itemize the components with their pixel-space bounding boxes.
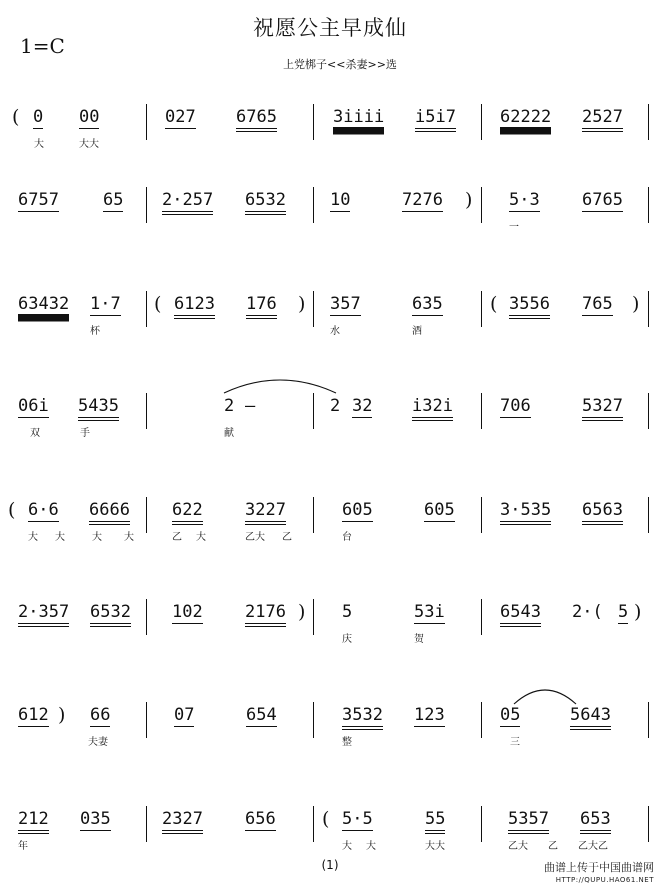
note-group: 2327 (162, 809, 203, 834)
lyric: 整 (342, 737, 352, 748)
note-group: 102 (172, 602, 203, 622)
note-group: 212 (18, 809, 49, 834)
barline (146, 806, 147, 842)
barline (481, 599, 482, 635)
barline (481, 104, 482, 140)
note-group: 622 (172, 500, 203, 525)
note-group: 32 (352, 396, 373, 416)
note-group: 6123 (174, 294, 215, 319)
close-paren: ) (298, 293, 306, 315)
note-group: 2·257 (162, 190, 213, 215)
note-group: 0 (33, 107, 44, 127)
note-group: 05 (500, 705, 521, 725)
barline (648, 291, 649, 327)
note-group: 6666 (89, 500, 130, 525)
lyric: 大 (34, 139, 44, 150)
note-group: 00 (79, 107, 100, 127)
lyric: 贺 (414, 634, 424, 645)
lyric: 献 (224, 428, 234, 439)
barline (313, 702, 314, 738)
note-group: 5327 (582, 396, 623, 421)
score-row-5 (0, 499, 660, 569)
note-group: 06i (18, 396, 49, 416)
note-group: 65 (103, 190, 124, 210)
note-group: 1·7 (90, 294, 121, 314)
slur (512, 686, 578, 706)
lyric: 乙 (548, 841, 558, 852)
score-row-3 (0, 293, 660, 363)
barline (481, 187, 482, 223)
barline (146, 599, 147, 635)
lyric: 大 (55, 532, 65, 543)
lyric: 台 (342, 532, 352, 543)
note-group: 3556 (509, 294, 550, 319)
barline (146, 291, 147, 327)
open-paren: ( (12, 106, 20, 128)
lyric: 大大 (79, 139, 99, 150)
barline (648, 497, 649, 533)
note-group: 5 (618, 602, 629, 622)
lyric: 乙大 (245, 532, 265, 543)
note-group: 653 (580, 809, 611, 834)
lyric: 大 (342, 841, 352, 852)
note-group: 6757 (18, 190, 59, 210)
note-group: 2 (330, 396, 341, 416)
note-group: 10 (330, 190, 351, 210)
lyric: 大 (366, 841, 376, 852)
score-row-1 (0, 106, 660, 176)
barline (313, 806, 314, 842)
barline (481, 291, 482, 327)
note-group: 6532 (245, 190, 286, 215)
note-group: 3·535 (500, 500, 551, 525)
barline (146, 104, 147, 140)
note-group: 605 (342, 500, 373, 520)
barline (313, 599, 314, 635)
lyric: 乙大乙 (578, 841, 608, 852)
note-group: 2176 (245, 602, 286, 627)
note-group: 635 (412, 294, 443, 314)
close-paren: ) (298, 601, 306, 623)
barline (648, 806, 649, 842)
note-group: — (245, 396, 256, 416)
lyric: 三 (510, 737, 520, 748)
note-group: 027 (165, 107, 196, 127)
watermark-url: HTTP://QUPU.HAO61.NET (555, 876, 654, 884)
lyric: 乙大 (508, 841, 528, 852)
note-group: 6765 (236, 107, 277, 132)
lyric: 庆 (342, 634, 352, 645)
score-row-7 (0, 704, 660, 774)
score-subtitle: 上党梆子<<杀妻>>选 (283, 58, 397, 71)
note-group: 5·5 (342, 809, 373, 829)
note-group: 035 (80, 809, 111, 829)
note-group: 3227 (245, 500, 286, 525)
barline (313, 393, 314, 429)
lyric: 手 (80, 428, 90, 439)
barline (146, 702, 147, 738)
lyric: 大 (124, 532, 134, 543)
note-group: 6765 (582, 190, 623, 210)
note-group: 6532 (90, 602, 131, 627)
note-group: 66 (90, 705, 111, 725)
note-group: 3532 (342, 705, 383, 730)
note-group: 7276 (402, 190, 443, 210)
note-group: 6563 (582, 500, 623, 525)
note-group: 53i (414, 602, 445, 622)
watermark-text: 曲谱上传于中国曲谱网 (544, 861, 654, 874)
note-group: 55 (425, 809, 445, 834)
note-group: 63432 (18, 294, 70, 314)
note-group: 706 (500, 396, 531, 416)
lyric: 双 (30, 428, 40, 439)
note-group: 2·357 (18, 602, 69, 627)
lyric: 水 (330, 326, 340, 337)
note-group: 6·6 (28, 500, 59, 520)
barline (146, 187, 147, 223)
lyric: 年 (18, 841, 28, 852)
barline (313, 104, 314, 140)
note-group: 176 (246, 294, 277, 319)
note-group: i32i (412, 396, 453, 421)
note-group: 765 (582, 294, 613, 314)
lyric: 大 (92, 532, 102, 543)
score-row-6 (0, 601, 660, 671)
note-group: 62222 (500, 107, 552, 127)
lyric: 酒 (412, 326, 422, 337)
lyric: 杯 (90, 326, 100, 337)
slur (222, 375, 338, 395)
barline (313, 291, 314, 327)
watermark (544, 862, 654, 886)
note-group: 5435 (78, 396, 119, 421)
score-title: 祝愿公主早成仙 (253, 16, 407, 40)
barline (146, 497, 147, 533)
note-group: 123 (414, 705, 445, 725)
note-group: 5 (342, 602, 353, 622)
barline (146, 393, 147, 429)
note-group: 2·( (572, 602, 603, 622)
lyric: 乙 (172, 532, 182, 543)
note-group: 612 (18, 705, 49, 725)
lyric: 夫妻 (88, 737, 108, 748)
open-paren: ( (154, 293, 162, 315)
barline (481, 702, 482, 738)
open-paren: ( (490, 293, 498, 315)
close-paren: ) (465, 189, 473, 211)
note-group: 5·3 (509, 190, 540, 210)
key-signature: 1=C (20, 34, 65, 58)
note-group: 654 (246, 705, 277, 725)
page-number: (1) (321, 858, 339, 872)
barline (648, 393, 649, 429)
barline (648, 104, 649, 140)
note-group: i5i7 (415, 107, 456, 132)
note-group: 07 (174, 705, 195, 725)
note-group: 2527 (582, 107, 623, 132)
close-paren: ) (634, 601, 642, 623)
lyric: 大 (28, 532, 38, 543)
barline (313, 187, 314, 223)
barline (313, 497, 314, 533)
note-group: 3iiii (333, 107, 385, 127)
note-group: 5643 (570, 705, 611, 730)
score-row-4 (0, 396, 660, 465)
barline (481, 393, 482, 429)
lyric: 大大 (425, 841, 445, 852)
barline (648, 187, 649, 223)
barline (481, 497, 482, 533)
close-paren: ) (58, 704, 66, 726)
score-row-2 (0, 189, 660, 259)
note-group: 2 (224, 396, 235, 416)
lyric: 一 (509, 222, 519, 233)
note-group: 357 (330, 294, 361, 314)
note-group: 656 (245, 809, 276, 829)
close-paren: ) (632, 293, 640, 315)
open-paren: ( (322, 808, 330, 830)
barline (481, 806, 482, 842)
barline (648, 702, 649, 738)
lyric: 大 (196, 532, 206, 543)
open-paren: ( (8, 499, 16, 521)
note-group: 6543 (500, 602, 541, 627)
note-group: 605 (424, 500, 455, 520)
lyric: 乙 (282, 532, 292, 543)
note-group: 5357 (508, 809, 549, 834)
